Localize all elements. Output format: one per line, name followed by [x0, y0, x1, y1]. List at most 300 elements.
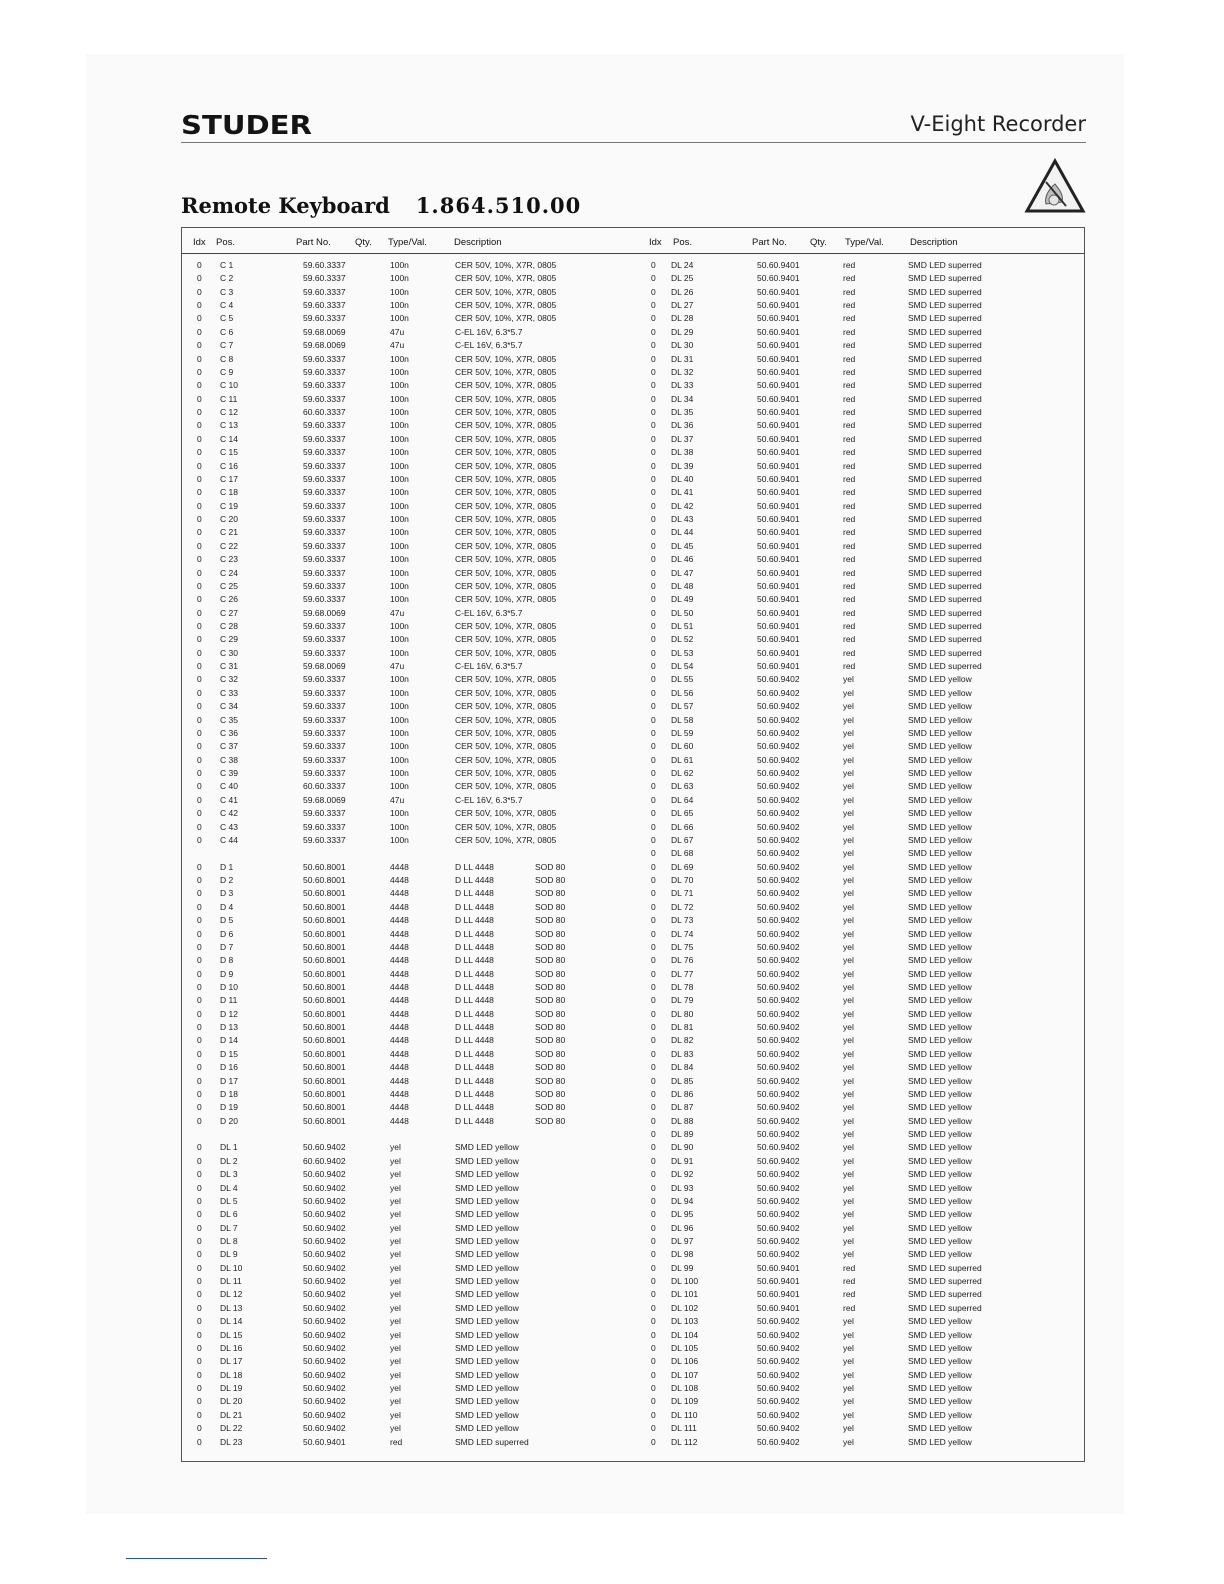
- cell-type: yel: [390, 1409, 401, 1420]
- cell-pos: DL 54: [671, 661, 694, 672]
- table-row: [0, 1342, 1224, 1354]
- cell-pos: C 38: [220, 754, 238, 765]
- cell-type: 100n: [390, 701, 409, 712]
- cell-part: 50.60.9401: [757, 1262, 800, 1273]
- cell-part: 50.60.9402: [303, 1276, 346, 1287]
- cell-pos: DL 81: [671, 1022, 694, 1033]
- cell-desc: CER 50V, 10%, X7R, 0805: [455, 554, 557, 565]
- cell-type: 4448: [390, 941, 409, 952]
- cell-pos: C 3: [220, 286, 234, 297]
- cell-desc: SMD LED yellow: [908, 674, 972, 685]
- cell-type: yel: [843, 687, 854, 698]
- cell-part: 59.60.3337: [303, 473, 346, 484]
- cell-pos: DL 29: [671, 326, 694, 337]
- cell-desc: D LL 4448: [455, 1008, 494, 1019]
- cell-desc: CER 50V, 10%, X7R, 0805: [455, 273, 557, 284]
- cell-type: 47u: [390, 340, 405, 351]
- cell-type: yel: [843, 915, 854, 926]
- cell-desc: SMD LED yellow: [908, 741, 972, 752]
- cell-idx: 0: [651, 875, 656, 886]
- cell-part: 59.60.3337: [303, 380, 346, 391]
- cell-desc: SMD LED yellow: [908, 995, 972, 1006]
- cell-idx: 0: [197, 661, 202, 672]
- cell-part: 50.60.9402: [303, 1262, 346, 1273]
- cell-desc: D LL 4448: [455, 1088, 494, 1099]
- cell-idx: 0: [651, 981, 656, 992]
- table-row: [0, 1235, 1224, 1247]
- cell-part: 50.60.9401: [757, 554, 800, 565]
- cell-idx: 0: [197, 781, 202, 792]
- cell-idx: 0: [651, 901, 656, 912]
- cell-desc: SMD LED yellow: [908, 861, 972, 872]
- table-row: [0, 1355, 1224, 1367]
- cell-type: yel: [843, 821, 854, 832]
- cell-pos: DL 63: [671, 781, 694, 792]
- cell-desc: SMD LED superred: [908, 273, 982, 284]
- table-row: [0, 1008, 1224, 1020]
- cell-part: 50.60.9402: [303, 1329, 346, 1340]
- cell-desc: D LL 4448: [455, 1062, 494, 1073]
- cell-pkg: SOD 80: [535, 1088, 566, 1099]
- cell-idx: 0: [197, 1316, 202, 1327]
- cell-part: 50.60.8001: [303, 1115, 346, 1126]
- cell-idx: 0: [197, 366, 202, 377]
- cell-type: yel: [390, 1195, 401, 1206]
- cell-pos: DL 85: [671, 1075, 694, 1086]
- cell-type: yel: [843, 808, 854, 819]
- cell-idx: 0: [651, 1008, 656, 1019]
- table-row: [0, 460, 1224, 472]
- cell-desc: CER 50V, 10%, X7R, 0805: [455, 727, 557, 738]
- cell-idx: 0: [651, 1302, 656, 1313]
- cell-idx: 0: [651, 1356, 656, 1367]
- cell-idx: 0: [197, 300, 202, 311]
- table-row: [0, 633, 1224, 645]
- cell-pos: DL 5: [220, 1195, 238, 1206]
- cell-type: 4448: [390, 1048, 409, 1059]
- cell-idx: 0: [197, 995, 202, 1006]
- cell-idx: 0: [651, 955, 656, 966]
- cell-idx: 0: [651, 407, 656, 418]
- cell-type: red: [843, 580, 856, 591]
- cell-part: 50.60.8001: [303, 915, 346, 926]
- cell-idx: 0: [651, 1075, 656, 1086]
- cell-part: 50.60.9402: [757, 1436, 800, 1447]
- cell-pos: D 8: [220, 955, 234, 966]
- cell-idx: 0: [197, 834, 202, 845]
- cell-pos: C 10: [220, 380, 238, 391]
- cell-part: 50.60.9402: [757, 1423, 800, 1434]
- cell-part: 59.60.3337: [303, 580, 346, 591]
- cell-type: 100n: [390, 821, 409, 832]
- cell-type: yel: [390, 1236, 401, 1246]
- cell-desc: SMD LED yellow: [908, 1142, 972, 1153]
- cell-idx: 0: [651, 1316, 656, 1327]
- cell-idx: 0: [651, 500, 656, 511]
- cell-desc: SMD LED superred: [908, 647, 982, 658]
- cell-desc: SMD LED yellow: [455, 1249, 519, 1260]
- cell-part: 50.60.9402: [757, 1169, 800, 1180]
- cell-idx: 0: [651, 768, 656, 779]
- cell-part: 50.60.9402: [757, 955, 800, 966]
- cell-type: 4448: [390, 955, 409, 966]
- cell-type: yel: [843, 1129, 854, 1140]
- cell-pos: DL 30: [671, 340, 694, 351]
- cell-idx: 0: [197, 514, 202, 525]
- cell-part: 59.60.3337: [303, 514, 346, 525]
- cell-part: 50.60.9401: [757, 514, 800, 525]
- cell-pos: DL 71: [671, 888, 694, 899]
- cell-type: yel: [843, 1008, 854, 1019]
- cell-pkg: SOD 80: [535, 928, 566, 939]
- cell-idx: 0: [197, 1383, 202, 1394]
- cell-type: 100n: [390, 260, 409, 270]
- cell-desc: SMD LED yellow: [908, 1423, 972, 1434]
- cell-pos: DL 1: [220, 1142, 238, 1153]
- cell-idx: 0: [651, 554, 656, 565]
- cell-idx: 0: [651, 380, 656, 391]
- cell-idx: 0: [651, 634, 656, 645]
- cell-idx: 0: [651, 353, 656, 364]
- cell-idx: 0: [651, 286, 656, 297]
- cell-pos: DL 112: [671, 1436, 698, 1447]
- cell-idx: 0: [197, 1115, 202, 1126]
- table-row: [0, 1409, 1224, 1421]
- cell-pos: C 27: [220, 607, 238, 618]
- cell-idx: 0: [197, 741, 202, 752]
- cell-type: yel: [843, 701, 854, 712]
- cell-type: 100n: [390, 500, 409, 511]
- cell-desc: SMD LED superred: [908, 620, 982, 631]
- cell-part: 50.60.9401: [757, 260, 800, 270]
- cell-pos: DL 44: [671, 527, 694, 538]
- cell-part: 50.60.9401: [757, 380, 800, 391]
- cell-idx: 0: [651, 1035, 656, 1046]
- cell-type: red: [390, 1436, 403, 1447]
- cell-part: 60.60.9402: [303, 1155, 346, 1166]
- cell-pos: DL 89: [671, 1129, 694, 1140]
- cell-part: 59.60.3337: [303, 460, 346, 471]
- cell-part: 50.60.9401: [757, 407, 800, 418]
- cell-idx: 0: [651, 968, 656, 979]
- cell-type: yel: [843, 875, 854, 886]
- cell-part: 59.60.3337: [303, 567, 346, 578]
- cell-desc: SMD LED superred: [908, 433, 982, 444]
- cell-desc: CER 50V, 10%, X7R, 0805: [455, 768, 557, 779]
- cell-type: red: [843, 540, 856, 551]
- cell-idx: 0: [651, 1369, 656, 1380]
- cell-idx: 0: [197, 326, 202, 337]
- cell-type: red: [843, 1262, 856, 1273]
- cell-desc: CER 50V, 10%, X7R, 0805: [455, 260, 557, 270]
- cell-part: 50.60.8001: [303, 1035, 346, 1046]
- cell-pos: C 33: [220, 687, 238, 698]
- cell-pos: DL 91: [671, 1155, 694, 1166]
- cell-desc: SMD LED yellow: [908, 754, 972, 765]
- cell-desc: SMD LED yellow: [908, 1436, 972, 1447]
- cell-part: 50.60.9402: [757, 714, 800, 725]
- cell-pos: D 12: [220, 1008, 238, 1019]
- cell-pos: C 31: [220, 661, 238, 672]
- cell-type: red: [843, 1289, 856, 1300]
- title-name: Remote Keyboard: [181, 193, 390, 218]
- table-row: [0, 607, 1224, 619]
- cell-pos: DL 7: [220, 1222, 238, 1233]
- cell-desc: CER 50V, 10%, X7R, 0805: [455, 620, 557, 631]
- cell-part: 50.60.9402: [757, 875, 800, 886]
- cell-pos: D 5: [220, 915, 234, 926]
- table-row: [0, 1075, 1224, 1087]
- cell-idx: 0: [651, 1169, 656, 1180]
- cell-idx: 0: [197, 340, 202, 351]
- cell-part: 50.60.9402: [757, 1129, 800, 1140]
- cell-pkg: SOD 80: [535, 1022, 566, 1033]
- title-part-number: 1.864.510.00: [415, 193, 582, 218]
- table-row: [0, 353, 1224, 365]
- cell-type: 100n: [390, 567, 409, 578]
- cell-pos: DL 14: [220, 1316, 243, 1327]
- cell-part: 59.60.3337: [303, 540, 346, 551]
- cell-pos: DL 70: [671, 875, 694, 886]
- cell-part: 50.60.9402: [757, 1115, 800, 1126]
- cell-pos: DL 49: [671, 594, 694, 605]
- cell-pos: DL 37: [671, 433, 694, 444]
- cell-pos: DL 84: [671, 1062, 694, 1073]
- cell-type: 100n: [390, 554, 409, 565]
- cell-part: 59.60.3337: [303, 741, 346, 752]
- cell-part: 50.60.9402: [757, 915, 800, 926]
- cell-desc: SMD LED yellow: [908, 915, 972, 926]
- cell-desc: SMD LED yellow: [908, 1383, 972, 1394]
- cell-type: 100n: [390, 634, 409, 645]
- cell-pos: DL 100: [671, 1276, 699, 1287]
- cell-desc: CER 50V, 10%, X7R, 0805: [455, 634, 557, 645]
- cell-part: 59.68.0069: [303, 794, 346, 805]
- cell-pos: C 4: [220, 300, 234, 311]
- cell-idx: 0: [197, 1302, 202, 1313]
- cell-pos: C 29: [220, 634, 238, 645]
- cell-desc: SMD LED yellow: [908, 1182, 972, 1193]
- cell-pkg: SOD 80: [535, 1115, 566, 1126]
- cell-type: 4448: [390, 1102, 409, 1113]
- cell-desc: SMD LED superred: [908, 567, 982, 578]
- cell-part: 50.60.9402: [757, 1329, 800, 1340]
- cell-desc: SMD LED yellow: [455, 1369, 519, 1380]
- cell-desc: D LL 4448: [455, 915, 494, 926]
- cell-type: red: [843, 447, 856, 458]
- cell-desc: SMD LED yellow: [908, 848, 972, 859]
- cell-idx: 0: [651, 1262, 656, 1273]
- cell-type: red: [843, 380, 856, 391]
- table-row: [0, 1222, 1224, 1234]
- cell-idx: 0: [197, 540, 202, 551]
- cell-pos: DL 108: [671, 1383, 699, 1394]
- cell-part: 50.60.8001: [303, 1008, 346, 1019]
- cell-pos: DL 46: [671, 554, 694, 565]
- table-row: [0, 1182, 1224, 1194]
- col-header-part-left: Part No.: [296, 237, 331, 248]
- cell-idx: 0: [651, 1115, 656, 1126]
- cell-idx: 0: [651, 1048, 656, 1059]
- cell-idx: 0: [197, 861, 202, 872]
- cell-part: 50.60.9401: [757, 273, 800, 284]
- cell-part: 50.60.9402: [757, 1062, 800, 1073]
- cell-desc: SMD LED yellow: [908, 1062, 972, 1073]
- cell-pos: C 28: [220, 620, 238, 631]
- cell-part: 59.60.3337: [303, 500, 346, 511]
- cell-type: yel: [390, 1262, 401, 1273]
- cell-part: 50.60.9402: [303, 1423, 346, 1434]
- table-row: [0, 740, 1224, 752]
- cell-pos: DL 94: [671, 1195, 694, 1206]
- cell-type: 100n: [390, 741, 409, 752]
- cell-idx: 0: [197, 473, 202, 484]
- table-row: [0, 714, 1224, 726]
- cell-type: 4448: [390, 1035, 409, 1046]
- cell-type: red: [843, 260, 856, 270]
- cell-type: yel: [843, 1155, 854, 1166]
- cell-pos: DL 28: [671, 313, 694, 324]
- cell-part: 50.60.9401: [757, 634, 800, 645]
- cell-desc: D LL 4448: [455, 941, 494, 952]
- cell-idx: 0: [197, 607, 202, 618]
- cell-desc: CER 50V, 10%, X7R, 0805: [455, 500, 557, 511]
- cell-pos: D 15: [220, 1048, 238, 1059]
- cell-desc: SMD LED superred: [908, 380, 982, 391]
- cell-type: 4448: [390, 901, 409, 912]
- cell-type: yel: [843, 1088, 854, 1099]
- cell-part: 50.60.9402: [757, 928, 800, 939]
- cell-part: 50.60.9401: [757, 647, 800, 658]
- table-row: [0, 687, 1224, 699]
- cell-desc: CER 50V, 10%, X7R, 0805: [455, 447, 557, 458]
- cell-idx: 0: [651, 1142, 656, 1153]
- cell-pos: C 39: [220, 768, 238, 779]
- cell-type: yel: [390, 1369, 401, 1380]
- cell-pos: DL 104: [671, 1329, 699, 1340]
- cell-part: 50.60.9402: [757, 1369, 800, 1380]
- table-row: [0, 914, 1224, 926]
- cell-pos: C 16: [220, 460, 238, 471]
- cell-type: 100n: [390, 527, 409, 538]
- cell-part: 50.60.9401: [757, 393, 800, 404]
- cell-part: 59.68.0069: [303, 326, 346, 337]
- cell-type: yel: [843, 861, 854, 872]
- cell-type: yel: [390, 1383, 401, 1394]
- cell-idx: 0: [197, 1022, 202, 1033]
- table-row: [0, 526, 1224, 538]
- cell-part: 50.60.9401: [757, 313, 800, 324]
- cell-desc: D LL 4448: [455, 1115, 494, 1126]
- table-row: [0, 1034, 1224, 1046]
- cell-part: 50.60.9402: [757, 848, 800, 859]
- cell-desc: SMD LED yellow: [908, 1048, 972, 1059]
- table-row: [0, 1382, 1224, 1394]
- cell-idx: 0: [197, 554, 202, 565]
- cell-type: yel: [843, 1075, 854, 1086]
- cell-desc: SMD LED yellow: [908, 1236, 972, 1246]
- cell-type: 4448: [390, 915, 409, 926]
- cell-type: yel: [390, 1316, 401, 1327]
- cell-desc: CER 50V, 10%, X7R, 0805: [455, 808, 557, 819]
- cell-type: yel: [390, 1329, 401, 1340]
- cell-part: 50.60.9401: [757, 500, 800, 511]
- cell-pos: DL 90: [671, 1142, 694, 1153]
- cell-idx: 0: [197, 1102, 202, 1113]
- cell-part: 50.60.9402: [757, 1088, 800, 1099]
- cell-type: red: [843, 514, 856, 525]
- cell-idx: 0: [651, 460, 656, 471]
- cell-part: 50.60.9402: [757, 808, 800, 819]
- cell-part: 50.60.8001: [303, 888, 346, 899]
- cell-pkg: SOD 80: [535, 955, 566, 966]
- cell-pos: DL 2: [220, 1155, 238, 1166]
- col-header-desc-left: Description: [454, 237, 502, 248]
- cell-part: 50.60.9401: [757, 326, 800, 337]
- cell-type: 100n: [390, 808, 409, 819]
- cell-part: 50.60.9401: [757, 433, 800, 444]
- cell-desc: SMD LED yellow: [908, 1356, 972, 1367]
- cell-pos: C 2: [220, 273, 234, 284]
- cell-part: 50.60.9401: [757, 607, 800, 618]
- cell-pos: C 32: [220, 674, 238, 685]
- cell-desc: SMD LED superred: [908, 661, 982, 672]
- cell-desc: SMD LED superred: [908, 340, 982, 351]
- cell-pos: DL 48: [671, 580, 694, 591]
- cell-idx: 0: [651, 1129, 656, 1140]
- cell-part: 50.60.9402: [757, 674, 800, 685]
- cell-idx: 0: [197, 260, 202, 270]
- cell-type: 100n: [390, 768, 409, 779]
- cell-pos: DL 13: [220, 1302, 243, 1313]
- cell-desc: D LL 4448: [455, 928, 494, 939]
- cell-pos: DL 34: [671, 393, 694, 404]
- cell-idx: 0: [197, 634, 202, 645]
- cell-desc: CER 50V, 10%, X7R, 0805: [455, 567, 557, 578]
- cell-type: yel: [843, 995, 854, 1006]
- cell-pos: C 7: [220, 340, 234, 351]
- cell-pos: C 13: [220, 420, 238, 431]
- cell-pos: C 15: [220, 447, 238, 458]
- cell-type: yel: [843, 901, 854, 912]
- table-row: [0, 954, 1224, 966]
- cell-part: 50.60.9402: [757, 1102, 800, 1113]
- cell-idx: 0: [197, 567, 202, 578]
- cell-idx: 0: [197, 1436, 202, 1447]
- cell-pos: C 1: [220, 260, 234, 270]
- cell-idx: 0: [197, 1396, 202, 1407]
- cell-type: red: [843, 527, 856, 538]
- cell-type: 47u: [390, 661, 405, 672]
- cell-type: 100n: [390, 433, 409, 444]
- cell-desc: CER 50V, 10%, X7R, 0805: [455, 527, 557, 538]
- cell-desc: SMD LED superred: [908, 1302, 982, 1313]
- cell-desc: SMD LED yellow: [908, 1396, 972, 1407]
- cell-type: red: [843, 286, 856, 297]
- cell-desc: SMD LED yellow: [908, 1022, 972, 1033]
- cell-type: 100n: [390, 473, 409, 484]
- cell-pos: C 34: [220, 701, 238, 712]
- cell-desc: SMD LED superred: [908, 407, 982, 418]
- cell-part: 50.60.8001: [303, 1022, 346, 1033]
- cell-desc: CER 50V, 10%, X7R, 0805: [455, 687, 557, 698]
- cell-pos: DL 18: [220, 1369, 243, 1380]
- cell-pos: DL 106: [671, 1356, 699, 1367]
- cell-pos: DL 92: [671, 1169, 694, 1180]
- cell-pos: C 23: [220, 554, 238, 565]
- cell-desc: SMD LED yellow: [455, 1236, 519, 1246]
- cell-desc: SMD LED yellow: [908, 687, 972, 698]
